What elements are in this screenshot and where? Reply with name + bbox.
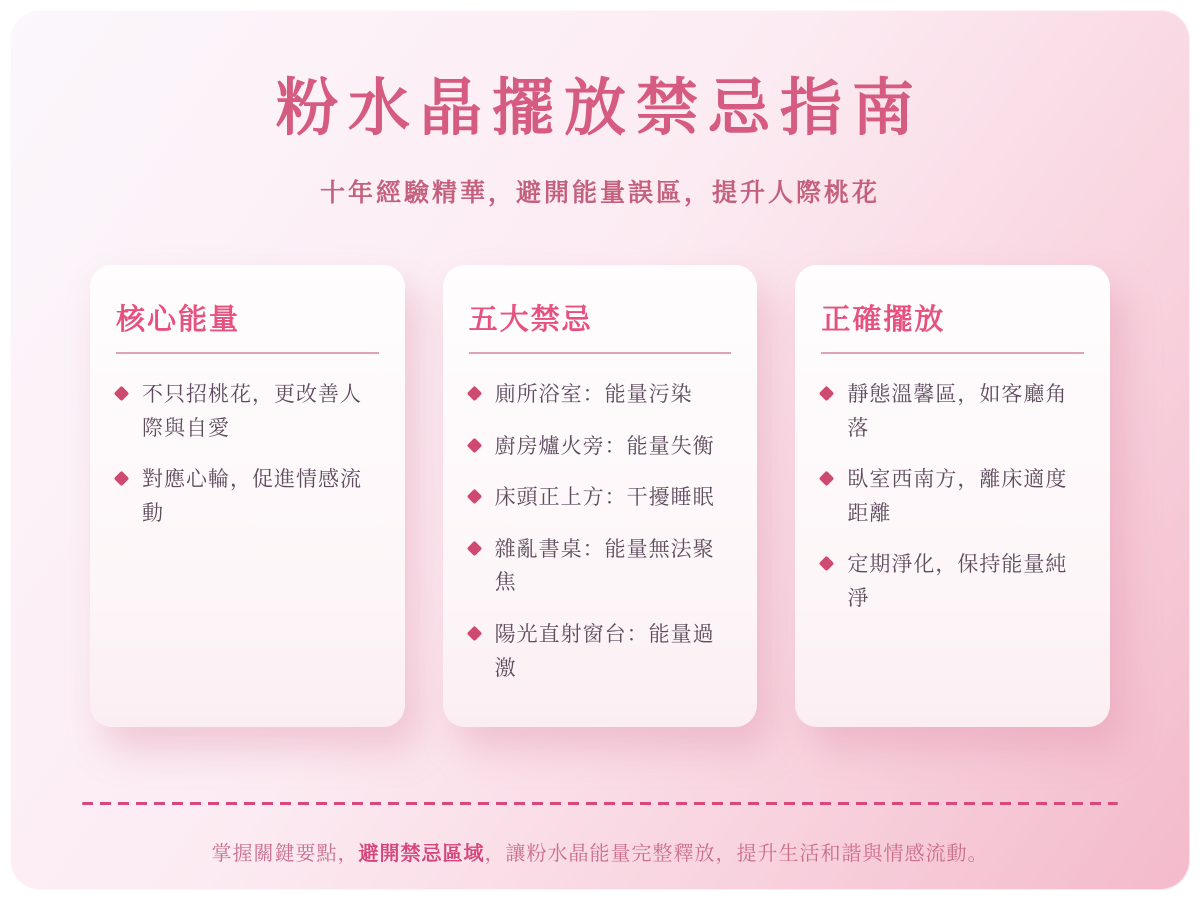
infographic-panel (10, 10, 1190, 890)
list-item (116, 463, 379, 530)
footer-note-suffix: ，讓粉水晶能量完整釋放，提升生活和諧與情感流動。 (484, 843, 989, 865)
card-item-list (116, 378, 379, 530)
list-item-text: 靜態溫馨區，如客廳角落 (847, 383, 1068, 440)
list-item (821, 378, 1084, 445)
list-item (469, 430, 732, 464)
list-item-text: 雜亂書桌：能量無法聚焦 (494, 537, 715, 595)
diamond-icon (114, 471, 130, 487)
list-item-text: 床頭正上方：干擾睡眠 (494, 486, 715, 510)
list-item (116, 378, 379, 445)
footer (10, 802, 1190, 866)
page-title: 粉水晶擺放禁忌指南 (275, 74, 924, 143)
footer-note-highlight: 避開禁忌區域 (358, 843, 485, 865)
diamond-icon (819, 471, 835, 487)
list-item (469, 481, 732, 515)
card-title: 五大禁忌 (468, 304, 593, 336)
diamond-icon (819, 386, 835, 402)
card-title: 核心能量 (116, 304, 241, 336)
card-title-divider (469, 352, 732, 354)
card-item-list (469, 378, 732, 685)
list-item-text: 不只招桃花，更改善人際與自愛 (142, 383, 362, 440)
card-title-divider (821, 352, 1084, 354)
list-item-text: 廁所浴室：能量污染 (494, 383, 693, 406)
list-item (821, 548, 1084, 615)
list-item-text: 定期淨化，保持能量純淨 (847, 553, 1068, 610)
list-item (469, 618, 732, 685)
card-1 (443, 265, 758, 727)
list-item (821, 463, 1084, 530)
list-item-text: 陽光直射窗台：能量過激 (494, 622, 715, 680)
list-item-text: 廚房爐火旁：能量失衡 (494, 434, 715, 458)
diamond-icon (466, 626, 482, 642)
card-item-list (821, 378, 1084, 616)
diamond-icon (466, 437, 482, 453)
list-item-text: 對應心輪，促進情感流動 (142, 468, 362, 525)
card-2 (795, 265, 1110, 727)
footer-note (10, 837, 1190, 866)
footer-note-prefix: 掌握關鍵要點， (211, 843, 359, 865)
cards-row (10, 265, 1190, 727)
diamond-icon (819, 556, 835, 572)
dashed-divider (82, 802, 1118, 805)
list-item (469, 378, 732, 412)
diamond-icon (466, 489, 482, 505)
diamond-icon (466, 541, 482, 557)
card-title: 正確擺放 (821, 304, 946, 336)
list-item-text: 臥室西南方，離床適度距離 (847, 468, 1068, 525)
card-0 (90, 265, 405, 727)
card-title-divider (116, 352, 379, 354)
diamond-icon (114, 386, 130, 402)
diamond-icon (466, 386, 482, 402)
list-item (469, 533, 732, 600)
page-subtitle: 十年經驗精華，避開能量誤區，提升人際桃花 (319, 179, 880, 207)
